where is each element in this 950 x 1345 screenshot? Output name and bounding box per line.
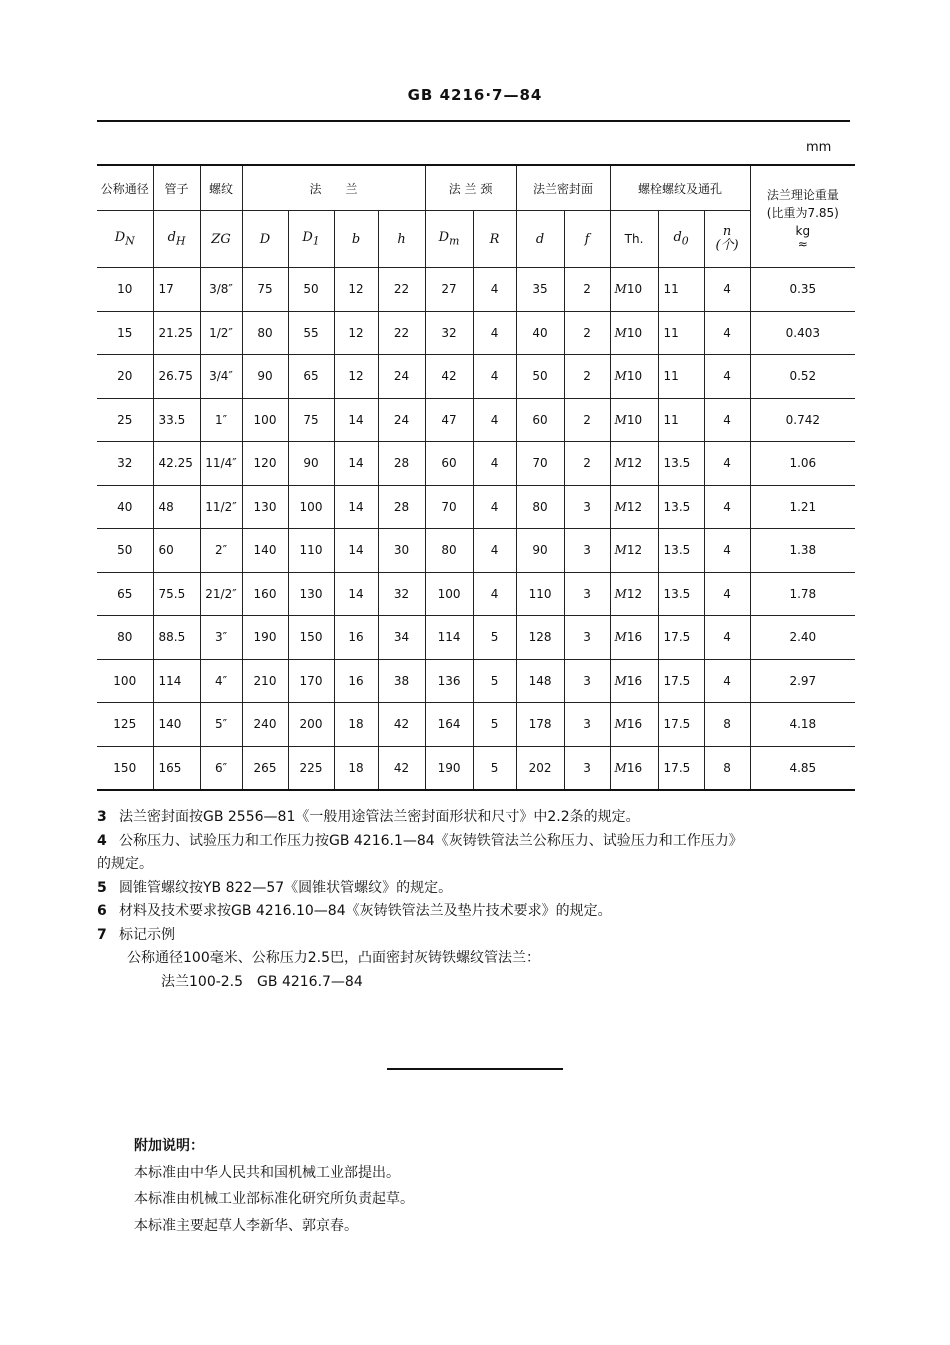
- cell-d0: 13.5: [658, 572, 704, 616]
- cell-R: 5: [473, 703, 516, 747]
- note-7-mark: 法兰100-2.5 GB 4216.7—84: [161, 973, 363, 990]
- cell-D: 240: [242, 703, 288, 747]
- head-f: f: [564, 211, 610, 268]
- cell-kg: 2.40: [750, 616, 855, 660]
- cell-b: 12: [334, 355, 378, 399]
- thread-size: 10: [626, 282, 643, 297]
- cell-h: 28: [378, 442, 425, 486]
- dm-sub: m: [449, 234, 460, 248]
- cell-n: 4: [704, 659, 750, 703]
- cell-R: 5: [473, 659, 516, 703]
- cell-b: 18: [334, 746, 378, 790]
- cell-zg: 21/2″: [200, 572, 242, 616]
- cell-dh: 48: [153, 485, 200, 529]
- cell-dh: 114: [153, 659, 200, 703]
- cell-th: [610, 268, 658, 312]
- cell-Dm: 80: [425, 529, 473, 573]
- cell-d0: 11: [658, 311, 704, 355]
- thread-size: 12: [626, 586, 643, 601]
- cell-h: 32: [378, 572, 425, 616]
- cell-zg: 11/4″: [200, 442, 242, 486]
- table-row: [97, 311, 855, 355]
- cell-D: 190: [242, 616, 288, 660]
- note-4-cont: 的规定。: [97, 856, 153, 872]
- cell-zg: 3/4″: [200, 355, 242, 399]
- cell-Dm: 136: [425, 659, 473, 703]
- cell-f: 3: [564, 659, 610, 703]
- thread-size: 12: [626, 543, 643, 558]
- note-6: [97, 900, 857, 924]
- cell-zg: 3″: [200, 616, 242, 660]
- cell-d: 148: [516, 659, 564, 703]
- cell-f: 3: [564, 746, 610, 790]
- head-nominal: 公称通径: [97, 165, 153, 211]
- cell-th: [610, 746, 658, 790]
- head-weight-note: (比重为7.85): [766, 205, 839, 220]
- cell-Dm: 100: [425, 572, 473, 616]
- section-divider: [387, 1068, 563, 1070]
- cell-kg: 4.18: [750, 703, 855, 747]
- cell-D: 130: [242, 485, 288, 529]
- cell-D1: 90: [288, 442, 334, 486]
- thread-size: 16: [626, 673, 643, 688]
- cell-n: 4: [704, 355, 750, 399]
- note-text: 公称压力、试验压力和工作压力按GB 4216.1—84《灰铸铁管法兰公称压力、试验压力和工作压力》: [119, 832, 743, 849]
- cell-D1: 150: [288, 616, 334, 660]
- cell-b: 12: [334, 268, 378, 312]
- cell-D1: 75: [288, 398, 334, 442]
- cell-dn: 40: [97, 485, 153, 529]
- cell-R: 5: [473, 746, 516, 790]
- cell-R: 4: [473, 355, 516, 399]
- note-3: [97, 806, 857, 830]
- cell-Dm: 60: [425, 442, 473, 486]
- cell-b: 12: [334, 311, 378, 355]
- cell-dn: 25: [97, 398, 153, 442]
- cell-f: 3: [564, 703, 610, 747]
- cell-n: 4: [704, 268, 750, 312]
- cell-Dm: 70: [425, 485, 473, 529]
- d0-symbol: d: [673, 230, 682, 246]
- cell-h: 42: [378, 746, 425, 790]
- cell-d: 50: [516, 355, 564, 399]
- cell-kg: 0.35: [750, 268, 855, 312]
- cell-h: 42: [378, 703, 425, 747]
- cell-R: 4: [473, 311, 516, 355]
- cell-Dm: 32: [425, 311, 473, 355]
- flange-dimension-table: [97, 164, 855, 791]
- cell-dh: 42.25: [153, 442, 200, 486]
- cell-d: 110: [516, 572, 564, 616]
- thread-m: M: [614, 412, 627, 427]
- table-row: [97, 398, 855, 442]
- cell-d0: 11: [658, 398, 704, 442]
- cell-zg: 5″: [200, 703, 242, 747]
- thread-m: M: [614, 369, 627, 384]
- cell-th: [610, 529, 658, 573]
- cell-dn: 125: [97, 703, 153, 747]
- cell-dh: 75.5: [153, 572, 200, 616]
- cell-d0: 13.5: [658, 442, 704, 486]
- cell-kg: 1.38: [750, 529, 855, 573]
- cell-b: 18: [334, 703, 378, 747]
- cell-d: 40: [516, 311, 564, 355]
- cell-d0: 17.5: [658, 659, 704, 703]
- cell-b: 14: [334, 442, 378, 486]
- head-bolt: 螺栓螺纹及通孔: [610, 165, 750, 211]
- cell-D1: 200: [288, 703, 334, 747]
- cell-kg: 2.97: [750, 659, 855, 703]
- thread-m: M: [614, 456, 627, 471]
- cell-R: 4: [473, 572, 516, 616]
- cell-n: 4: [704, 529, 750, 573]
- cell-D1: 170: [288, 659, 334, 703]
- table-row: [97, 746, 855, 790]
- cell-h: 34: [378, 616, 425, 660]
- cell-R: 4: [473, 442, 516, 486]
- cell-dn: 15: [97, 311, 153, 355]
- table-row: [97, 659, 855, 703]
- thread-size: 12: [626, 456, 643, 471]
- head-b: b: [334, 211, 378, 268]
- cell-f: 3: [564, 572, 610, 616]
- cell-R: 4: [473, 529, 516, 573]
- head-dn: [97, 211, 153, 268]
- head-zg: ZG: [200, 211, 242, 268]
- head-flange: 法 兰: [242, 165, 425, 211]
- cell-d: 178: [516, 703, 564, 747]
- cell-R: 4: [473, 485, 516, 529]
- cell-d: 128: [516, 616, 564, 660]
- cell-th: [610, 442, 658, 486]
- cell-f: 2: [564, 398, 610, 442]
- cell-dh: 17: [153, 268, 200, 312]
- cell-D: 160: [242, 572, 288, 616]
- note-number: 5: [97, 879, 107, 896]
- d1-sub: 1: [312, 234, 320, 248]
- table-row: [97, 572, 855, 616]
- head-d: d: [516, 211, 564, 268]
- cell-f: 2: [564, 311, 610, 355]
- cell-kg: 0.403: [750, 311, 855, 355]
- cell-th: [610, 703, 658, 747]
- note-7: [97, 924, 857, 948]
- appendix-line-1: 本标准由中华人民共和国机械工业部提出。: [134, 1164, 400, 1181]
- header-rule: [97, 120, 850, 122]
- appendix-title: 附加说明：: [134, 1138, 204, 1154]
- cell-kg: 1.78: [750, 572, 855, 616]
- cell-f: 2: [564, 442, 610, 486]
- thread-size: 12: [626, 499, 643, 514]
- cell-D: 90: [242, 355, 288, 399]
- dn-symbol: D: [114, 230, 126, 246]
- cell-D1: 225: [288, 746, 334, 790]
- cell-n: 4: [704, 311, 750, 355]
- cell-d: 202: [516, 746, 564, 790]
- cell-dn: 80: [97, 616, 153, 660]
- cell-R: 4: [473, 398, 516, 442]
- thread-m: M: [614, 325, 627, 340]
- cell-Dm: 47: [425, 398, 473, 442]
- thread-m: M: [614, 717, 627, 732]
- cell-n: 8: [704, 703, 750, 747]
- cell-zg: 11/2″: [200, 485, 242, 529]
- cell-kg: 0.742: [750, 398, 855, 442]
- note-text: 材料及技术要求按GB 4216.10—84《灰铸铁管法兰及垫片技术要求》的规定。: [119, 903, 612, 919]
- head-dh: [153, 211, 200, 268]
- head-d0: [658, 211, 704, 268]
- appendix-line-3: 本标准主要起草人李新华、郭京春。: [134, 1217, 358, 1234]
- head-pipe: 管子: [153, 165, 200, 211]
- note-5: [97, 877, 857, 901]
- head-th: Th.: [610, 211, 658, 268]
- dn-sub: N: [125, 234, 135, 248]
- cell-f: 2: [564, 268, 610, 312]
- unit-label: mm: [806, 140, 832, 155]
- cell-h: 28: [378, 485, 425, 529]
- cell-h: 24: [378, 398, 425, 442]
- cell-D: 265: [242, 746, 288, 790]
- cell-dn: 10: [97, 268, 153, 312]
- head-thread: 螺纹: [200, 165, 242, 211]
- cell-h: 30: [378, 529, 425, 573]
- cell-n: 8: [704, 746, 750, 790]
- cell-d0: 13.5: [658, 485, 704, 529]
- cell-b: 16: [334, 616, 378, 660]
- cell-dh: 140: [153, 703, 200, 747]
- cell-th: [610, 659, 658, 703]
- cell-zg: 1/2″: [200, 311, 242, 355]
- cell-R: 5: [473, 616, 516, 660]
- cell-d: 35: [516, 268, 564, 312]
- thread-size: 16: [626, 760, 643, 775]
- d0-sub: 0: [681, 234, 689, 248]
- cell-th: [610, 485, 658, 529]
- cell-d: 70: [516, 442, 564, 486]
- cell-d0: 17.5: [658, 746, 704, 790]
- head-seal: 法兰密封面: [516, 165, 610, 211]
- d1-symbol: D: [302, 230, 313, 246]
- cell-th: [610, 572, 658, 616]
- cell-dh: 165: [153, 746, 200, 790]
- n-symbol: n: [722, 224, 732, 239]
- cell-n: 4: [704, 398, 750, 442]
- cell-h: 22: [378, 268, 425, 312]
- cell-b: 16: [334, 659, 378, 703]
- cell-Dm: 190: [425, 746, 473, 790]
- table-row: [97, 268, 855, 312]
- cell-D: 80: [242, 311, 288, 355]
- standard-header: GB 4216·7—84: [407, 86, 543, 104]
- cell-f: 3: [564, 485, 610, 529]
- cell-n: 4: [704, 572, 750, 616]
- thread-m: M: [614, 586, 627, 601]
- cell-d: 80: [516, 485, 564, 529]
- cell-D1: 65: [288, 355, 334, 399]
- cell-dh: 21.25: [153, 311, 200, 355]
- cell-zg: 3/8″: [200, 268, 242, 312]
- cell-d0: 13.5: [658, 529, 704, 573]
- note-text: 圆锥管螺纹按YB 822—57《圆锥状管螺纹》的规定。: [119, 879, 453, 896]
- cell-d0: 17.5: [658, 616, 704, 660]
- appendix-line-2: 本标准由机械工业部标准化研究所负责起草。: [134, 1191, 414, 1207]
- notes-section: [97, 806, 857, 994]
- cell-dn: 32: [97, 442, 153, 486]
- cell-f: 2: [564, 355, 610, 399]
- cell-dh: 33.5: [153, 398, 200, 442]
- note-number: 7: [97, 926, 107, 943]
- cell-th: [610, 311, 658, 355]
- head-D1: [288, 211, 334, 268]
- cell-h: 24: [378, 355, 425, 399]
- dh-sub: H: [175, 234, 186, 248]
- cell-b: 14: [334, 572, 378, 616]
- thread-size: 10: [626, 325, 643, 340]
- cell-zg: 1″: [200, 398, 242, 442]
- head-Dm: [425, 211, 473, 268]
- table-row: [97, 485, 855, 529]
- cell-zg: 2″: [200, 529, 242, 573]
- cell-dn: 20: [97, 355, 153, 399]
- cell-kg: 1.21: [750, 485, 855, 529]
- cell-Dm: 27: [425, 268, 473, 312]
- cell-D1: 110: [288, 529, 334, 573]
- cell-n: 4: [704, 616, 750, 660]
- cell-f: 3: [564, 529, 610, 573]
- cell-D1: 50: [288, 268, 334, 312]
- cell-d0: 11: [658, 355, 704, 399]
- thread-m: M: [614, 499, 627, 514]
- cell-d0: 11: [658, 268, 704, 312]
- cell-dn: 100: [97, 659, 153, 703]
- cell-kg: 1.06: [750, 442, 855, 486]
- thread-m: M: [614, 543, 627, 558]
- cell-D: 140: [242, 529, 288, 573]
- cell-dh: 88.5: [153, 616, 200, 660]
- note-number: 4: [97, 832, 107, 849]
- dm-symbol: D: [438, 230, 450, 246]
- cell-b: 14: [334, 485, 378, 529]
- cell-b: 14: [334, 529, 378, 573]
- table-row: [97, 529, 855, 573]
- cell-dn: 50: [97, 529, 153, 573]
- head-n: [704, 211, 750, 268]
- cell-D: 100: [242, 398, 288, 442]
- cell-dh: 26.75: [153, 355, 200, 399]
- head-R: R: [473, 211, 516, 268]
- cell-D: 75: [242, 268, 288, 312]
- thread-m: M: [614, 282, 627, 297]
- cell-n: 4: [704, 485, 750, 529]
- cell-D1: 130: [288, 572, 334, 616]
- head-weight: [750, 165, 855, 268]
- head-weight-unit: kg: [795, 223, 811, 238]
- head-h: h: [378, 211, 425, 268]
- cell-Dm: 164: [425, 703, 473, 747]
- head-weight-approx: ≈: [797, 236, 808, 251]
- cell-d0: 17.5: [658, 703, 704, 747]
- cell-zg: 6″: [200, 746, 242, 790]
- cell-d: 60: [516, 398, 564, 442]
- note-number: 6: [97, 903, 107, 919]
- cell-D1: 100: [288, 485, 334, 529]
- appendix: [134, 1133, 414, 1239]
- note-text: 标记示例: [119, 926, 175, 943]
- cell-kg: 0.52: [750, 355, 855, 399]
- note-text: 法兰密封面按GB 2556—81《一般用途管法兰密封面形状和尺寸》中2.2条的规定。: [119, 809, 640, 825]
- cell-D: 210: [242, 659, 288, 703]
- thread-size: 16: [626, 630, 643, 645]
- head-weight-title: 法兰理论重量: [766, 187, 839, 202]
- cell-h: 22: [378, 311, 425, 355]
- table-row: [97, 703, 855, 747]
- table-row: [97, 442, 855, 486]
- table-row: [97, 616, 855, 660]
- cell-dn: 150: [97, 746, 153, 790]
- cell-th: [610, 355, 658, 399]
- head-D: D: [242, 211, 288, 268]
- cell-n: 4: [704, 442, 750, 486]
- thread-size: 10: [626, 369, 643, 384]
- cell-Dm: 42: [425, 355, 473, 399]
- cell-zg: 4″: [200, 659, 242, 703]
- thread-size: 16: [626, 717, 643, 732]
- note-7-example: 公称通径100毫米、公称压力2.5巴，凸面密封灰铸铁螺纹管法兰：: [127, 950, 540, 966]
- cell-h: 38: [378, 659, 425, 703]
- thread-m: M: [614, 760, 627, 775]
- cell-f: 3: [564, 616, 610, 660]
- cell-R: 4: [473, 268, 516, 312]
- cell-th: [610, 398, 658, 442]
- cell-Dm: 114: [425, 616, 473, 660]
- cell-D: 120: [242, 442, 288, 486]
- cell-dh: 60: [153, 529, 200, 573]
- cell-d: 90: [516, 529, 564, 573]
- table-row: [97, 355, 855, 399]
- note-number: 3: [97, 809, 107, 825]
- thread-m: M: [614, 673, 627, 688]
- cell-th: [610, 616, 658, 660]
- cell-b: 14: [334, 398, 378, 442]
- cell-kg: 4.85: [750, 746, 855, 790]
- cell-dn: 65: [97, 572, 153, 616]
- head-neck: 法 兰 颈: [425, 165, 516, 211]
- dh-symbol: d: [167, 230, 176, 246]
- thread-m: M: [614, 630, 627, 645]
- table-body: [97, 268, 855, 791]
- cell-D1: 55: [288, 311, 334, 355]
- n-unit: (个): [715, 238, 739, 253]
- thread-size: 10: [626, 412, 643, 427]
- note-4: [97, 830, 857, 854]
